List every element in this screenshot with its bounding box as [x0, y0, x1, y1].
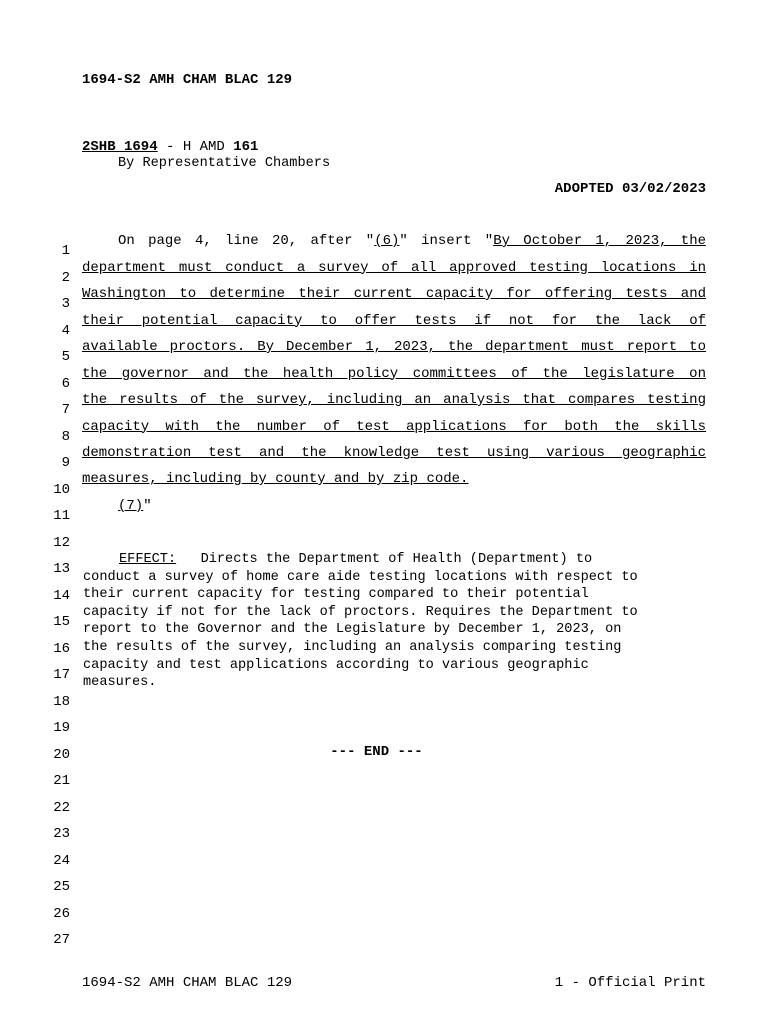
effect-body — [83, 569, 703, 692]
body-line: available proctors. By December 1, 2023, the department must report to — [82, 339, 706, 355]
effect-first-line: Directs the Department of Health (Department) to — [176, 552, 593, 567]
line-number: 17 — [53, 667, 70, 683]
line-number: 10 — [53, 481, 70, 498]
effect-line: capacity if not for the lack of proctors. Requires the Department to — [83, 604, 638, 620]
effect-line: the results of the survey, including an analysis comparing testing — [83, 639, 622, 655]
line-number: 14 — [53, 587, 70, 604]
body-last-line: measures, including by county and by zip code. — [82, 471, 469, 487]
line-number: 2 — [61, 269, 70, 286]
effect-label: EFFECT: — [119, 552, 177, 567]
line-number: 25 — [53, 879, 70, 895]
line-number: 7 — [61, 402, 70, 418]
amendment-separator: - H AMD — [157, 139, 234, 155]
line-number: 8 — [61, 428, 70, 445]
line-number: 6 — [61, 375, 70, 392]
effect-line: measures. — [83, 675, 157, 691]
footer-code: 1694-S2 AMH CHAM BLAC 129 — [82, 975, 293, 991]
line-number: 13 — [53, 561, 70, 577]
footer-print: 1 - Official Print — [554, 975, 706, 991]
body-line: their potential capacity to offer tests if not for the lack of — [82, 312, 706, 329]
end-marker: --- END --- — [330, 744, 423, 760]
line-number: 1 — [61, 243, 70, 259]
body-line: Washington to determine their current capacity for offering tests and — [82, 286, 706, 302]
header-code: 1694-S2 AMH CHAM BLAC 129 — [82, 72, 293, 88]
effect-line: conduct a survey of home care aide testing locations with respect to — [83, 569, 638, 585]
inserted-text: By October 1, 2023, the — [493, 233, 706, 249]
body-line: department must conduct a survey of all approved testing locations in — [82, 259, 706, 276]
line-number: 11 — [53, 508, 70, 524]
line-number: 27 — [53, 932, 70, 948]
body-line: demonstration test and the knowledge test using various geographic — [82, 445, 706, 461]
line-number: 26 — [53, 905, 70, 922]
line-number: 9 — [61, 455, 70, 471]
section-ref-line — [118, 498, 152, 514]
line-number: 12 — [53, 534, 70, 551]
sponsor: By Representative Chambers — [118, 156, 331, 171]
closing-quote: " — [143, 498, 152, 514]
line-number: 15 — [53, 614, 70, 630]
line-number: 4 — [61, 322, 70, 339]
line-number: 19 — [53, 720, 70, 736]
bill-number: 2SHB 1694 — [82, 139, 158, 155]
body-line: the governor and the health policy committees of the legislature on — [82, 365, 706, 382]
amendment-number: 161 — [233, 139, 259, 155]
body-line: capacity with the number of test applications for both the skills — [82, 418, 706, 435]
body-line-1 — [82, 233, 706, 249]
line-number: 16 — [53, 640, 70, 657]
intro-text: On page 4, line 20, after " — [118, 233, 375, 249]
effect-line: their current capacity for testing compared to their potential — [83, 587, 589, 603]
line-number: 20 — [53, 746, 70, 763]
line-number: 21 — [53, 773, 70, 789]
insert-text: " insert " — [399, 233, 494, 249]
line-number: 22 — [53, 799, 70, 816]
effect-line: capacity and test applications according to various geographic — [83, 657, 589, 673]
page-ref: (6) — [374, 233, 400, 249]
amendment-title — [82, 139, 258, 155]
effect-statement — [83, 551, 703, 692]
line-number: 24 — [53, 852, 70, 869]
effect-line: report to the Governor and the Legislature by December 1, 2023, on — [83, 622, 622, 638]
body-line: the results of the survey, including an analysis that compares testing — [82, 392, 706, 408]
line-number: 3 — [61, 296, 70, 312]
line-number: 5 — [61, 349, 70, 365]
line-number: 23 — [53, 826, 70, 842]
line-number: 18 — [53, 693, 70, 710]
adopted-status: ADOPTED 03/02/2023 — [554, 181, 706, 197]
section-ref: (7) — [118, 498, 144, 514]
